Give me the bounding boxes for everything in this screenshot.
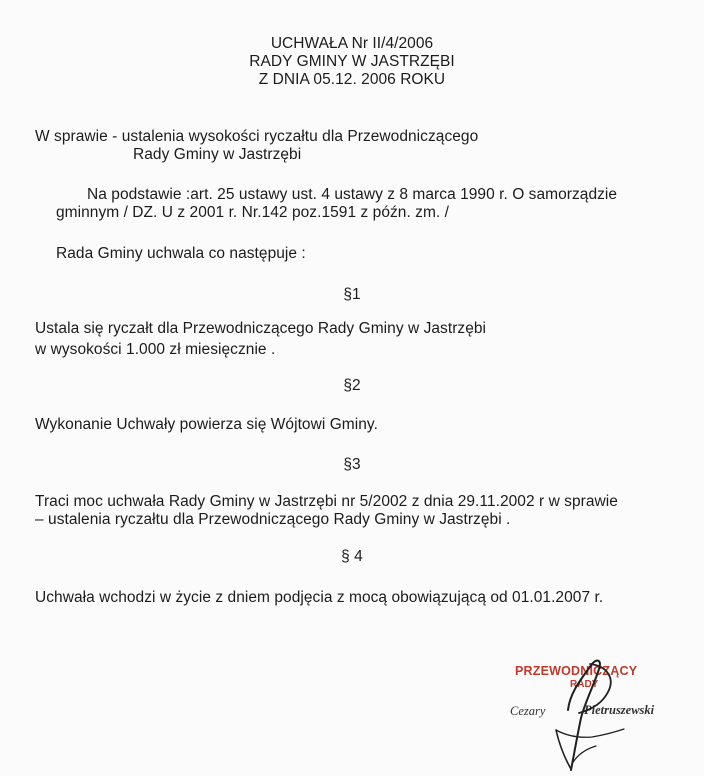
chairman-stamp [498, 648, 698, 776]
section-4-line-1: Uchwała wchodzi w życie z dniem podjęcia z mocą obowiązującą od 01.01.2007 r. [35, 589, 604, 606]
stamp-first-name: Cezary [510, 704, 546, 718]
legal-basis-line-1: Na podstawie :art. 25 ustawy ust. 4 ustawy z 8 marca 1990 r. O samorządzie [87, 186, 618, 203]
section-mark-1: §1 [343, 286, 361, 303]
stamp-subtitle: RADY [570, 679, 599, 690]
section-1-line-1: Ustala się ryczałt dla Przewodniczącego Rady Gminy w Jastrzębi [35, 320, 487, 337]
section-mark-2: §2 [343, 377, 361, 394]
council-name: RADY GMINY W JASTRZĘBI [249, 53, 455, 70]
stamp-surname: Pietruszewski [584, 703, 655, 717]
resolves-statement: Rada Gminy uchwala co następuje : [56, 245, 306, 262]
legal-basis-line-2: gminnym / DZ. U z 2001 r. Nr.142 poz.1591 z późn. zm. / [56, 204, 450, 221]
document-title: UCHWAŁA Nr II/4/2006 [270, 35, 434, 52]
section-mark-3: §3 [343, 456, 361, 473]
section-3-line-2: – ustalenia ryczałtu dla Przewodniczącego Rady Gminy w Jastrzębi . [35, 511, 511, 528]
subject-line-2: Rady Gminy w Jastrzębi [133, 146, 302, 163]
section-1-line-2: w wysokości 1.000 zł miesięcznie . [35, 341, 276, 358]
section-3-line-1: Traci moc uchwała Rady Gminy w Jastrzębi nr 5/2002 z dnia 29.11.2002 r w sprawie [35, 493, 618, 510]
document-date: Z DNIA 05.12. 2006 ROKU [258, 71, 446, 88]
section-mark-4: § 4 [341, 548, 363, 565]
subject-line-1: W sprawie - ustalenia wysokości ryczałtu dla Przewodniczącego [35, 128, 479, 145]
stamp-title: PRZEWODNICZĄCY [515, 664, 638, 678]
handwritten-signature [498, 648, 698, 776]
section-2-line-1: Wykonanie Uchwały powierza się Wójtowi Gminy. [35, 416, 378, 433]
